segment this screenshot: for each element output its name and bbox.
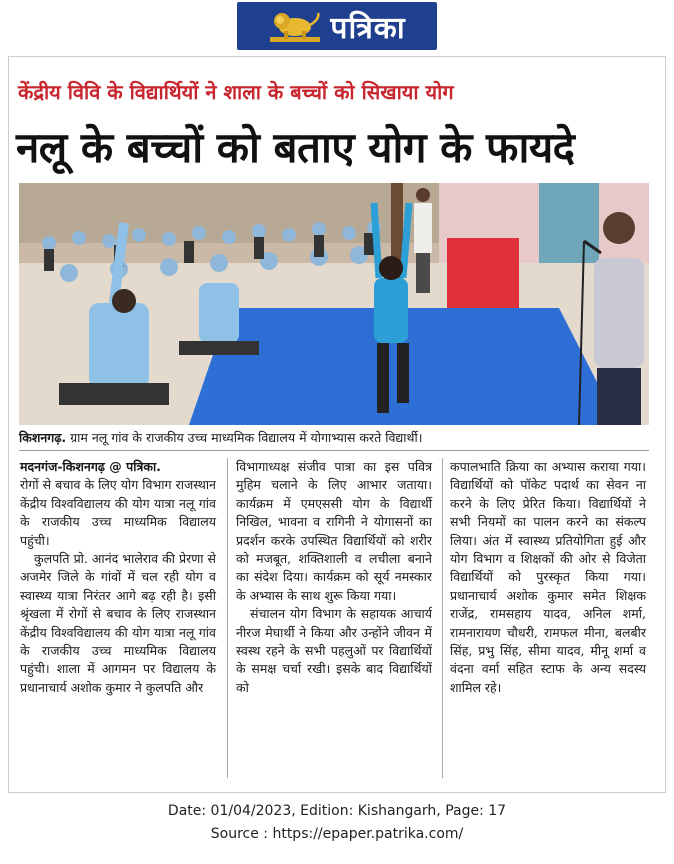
footer-source: Source : https://epaper.patrika.com/ [210,826,464,842]
column-paragraph: कपालभाति क्रिया का अभ्यास कराया गया। विद्यार्थियों को पॉकेट पदार्थ का सेवन ना करने के लिए प्रेरित किया। विद्यार्थियों ने सभी नियमों का पालन करने का संकल्प लिया। अंत में स्वास्थ्य प्रतियोगिता हुई और योग विभाग व शिक्षकों की ओर से विजेता विद्यार्थियों को पुरस्कृत किया गया। प्रधानाचार्य अशोक कुमार समेत शिक्षक राजेंद्र, रामसहाय यादव, अनिल शर्मा, रामनारायण चौधरी, रामफल मीना, बलबीर सिंह, प्रभु सिंह, सीमा यादव, मीनू शर्मा व वंदना वर्मा सहित स्टाफ के अन्य सदस्य शामिल रहे। [450,459,646,695]
article-column-1 [20,458,216,697]
caption-text: ग्राम नलू गांव के राजकीय उच्च माध्यमिक विद्यालय में योगाभ्यास करते विद्यार्थी। [66,430,423,445]
column-paragraph [20,458,216,550]
caption-place: किशनगढ़. [19,430,67,445]
footer-date-edition: Date: 01/04/2023, Edition: Kishangarh, Page: 17 [167,803,507,819]
column-paragraph: विभागाध्यक्ष संजीव पात्रा का इस पवित्र मुहिम चलाने के लिए आभार जताया। कार्यक्रम में एमएससी योग के विद्यार्थी निखिल, भावना व रागिनी ने योगासनों का प्रदर्शन करके उपस्थित विद्यार्थियों को शरीर को मजबूत, शक्तिशाली व लचीला बनाने का संदेश दिया। कार्यक्रम को सूर्य नमस्कार के अभ्यास के साथ शुरू किया गया। [236,459,432,603]
article-column-2 [236,458,432,697]
dateline: मदनगंज-किशनगढ़ @ पत्रिका. [20,459,161,474]
column-paragraph: कुलपति प्रो. आनंद भालेराव की प्रेरणा से अजमेर जिले के गांवों में चल रही योग व स्वास्थ्य यात्रा निरंतर आगे बढ़ रही है। इसी श्रृंखला में रोगों से बचाव के लिए राजस्थान केंद्रीय विश्वविद्यालय की योग यात्रा नलू गांव के राजकीय उच्च माध्यमिक विद्यालय पहुंची। शाला में आगमन पर विद्यालय के प्रधानाचार्य अशोक कुमार ने कुलपति और [20,551,216,695]
lion-icon [268,7,322,45]
article-column-3 [450,458,646,697]
yoga-photo-illustration [19,183,649,425]
column-divider [442,458,443,778]
column-divider [227,458,228,778]
article-headline: नलू के बच्चों को बताए योग के फायदे [16,123,575,172]
article-kicker: केंद्रीय विवि के विद्यार्थियों ने शाला के बच्चों को सिखाया योग [18,80,454,104]
article-photo [19,183,649,425]
newspaper-name: पत्रिका [330,10,406,46]
photo-caption [19,429,649,446]
masthead-logo [237,2,437,50]
paragraph-text: रोगों से बचाव के लिए योग विभाग राजस्थान केंद्रीय विश्वविद्यालय की योग यात्रा नलू गांव के राजकीय उच्च माध्यमिक विद्यालय पहुंची। [20,477,216,548]
caption-rule [19,450,649,451]
column-paragraph: संचालन योग विभाग के सहायक आचार्य नीरज मेघार्थी ने किया और उन्होंने जीवन में स्वस्थ रहने के सभी पहलुओं पर विद्यार्थियों के समक्ष चर्चा रखी। इसके बाद विद्यार्थियों को [236,606,432,695]
